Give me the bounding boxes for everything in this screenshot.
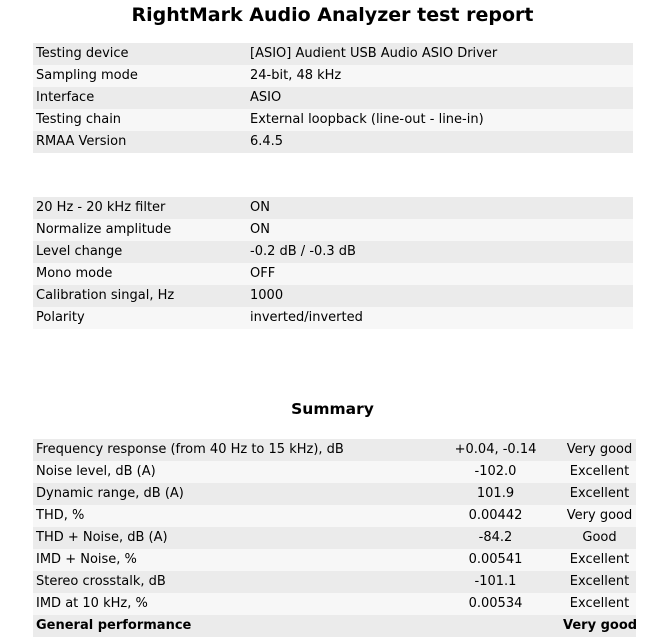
summary-label: IMD + Noise, % xyxy=(33,549,428,571)
table-row xyxy=(33,549,636,571)
row-label: Mono mode xyxy=(33,263,250,285)
row-value: inverted/inverted xyxy=(250,307,633,329)
row-value: ON xyxy=(250,219,633,241)
device-info-table xyxy=(33,43,633,153)
table-row xyxy=(33,307,633,329)
summary-label: Frequency response (from 40 Hz to 15 kHz), dB xyxy=(33,439,428,461)
row-label: RMAA Version xyxy=(33,131,250,153)
summary-rating: Excellent xyxy=(563,483,636,505)
row-value: 6.4.5 xyxy=(250,131,633,153)
row-label: Testing device xyxy=(33,43,250,65)
table-row xyxy=(33,65,633,87)
summary-value: -84.2 xyxy=(428,527,563,549)
summary-value: -102.0 xyxy=(428,461,563,483)
general-performance-row xyxy=(33,615,636,637)
summary-rating: Good xyxy=(563,527,636,549)
table-row xyxy=(33,219,633,241)
row-label: Level change xyxy=(33,241,250,263)
table-row xyxy=(33,439,636,461)
row-label: Sampling mode xyxy=(33,65,250,87)
table-row xyxy=(33,109,633,131)
table-row xyxy=(33,571,636,593)
table-row xyxy=(33,87,633,109)
general-performance-value xyxy=(428,615,563,637)
summary-value: 101.9 xyxy=(428,483,563,505)
row-label: Normalize amplitude xyxy=(33,219,250,241)
table-row xyxy=(33,505,636,527)
summary-value: -101.1 xyxy=(428,571,563,593)
summary-rating: Very good xyxy=(563,439,636,461)
table-row xyxy=(33,263,633,285)
table-row xyxy=(33,285,633,307)
row-value: ON xyxy=(250,197,633,219)
row-label: Polarity xyxy=(33,307,250,329)
row-label: 20 Hz - 20 kHz filter xyxy=(33,197,250,219)
summary-label: THD, % xyxy=(33,505,428,527)
table-row xyxy=(33,527,636,549)
row-value: External loopback (line-out - line-in) xyxy=(250,109,633,131)
summary-value: 0.00541 xyxy=(428,549,563,571)
summary-label: Stereo crosstalk, dB xyxy=(33,571,428,593)
summary-rating: Excellent xyxy=(563,571,636,593)
general-performance-label: General performance xyxy=(33,615,428,637)
summary-label: THD + Noise, dB (A) xyxy=(33,527,428,549)
summary-label: IMD at 10 kHz, % xyxy=(33,593,428,615)
row-value: ASIO xyxy=(250,87,633,109)
summary-label: Noise level, dB (A) xyxy=(33,461,428,483)
summary-label: Dynamic range, dB (A) xyxy=(33,483,428,505)
test-settings-table xyxy=(33,197,633,329)
table-row xyxy=(33,593,636,615)
table-row xyxy=(33,43,633,65)
summary-title: Summary xyxy=(291,400,374,418)
row-value: 1000 xyxy=(250,285,633,307)
table-row xyxy=(33,483,636,505)
summary-rating: Excellent xyxy=(563,549,636,571)
table-row xyxy=(33,461,636,483)
row-label: Calibration singal, Hz xyxy=(33,285,250,307)
summary-value: 0.00442 xyxy=(428,505,563,527)
row-label: Testing chain xyxy=(33,109,250,131)
row-value: 24-bit, 48 kHz xyxy=(250,65,633,87)
summary-rating: Very good xyxy=(563,505,636,527)
summary-value: 0.00534 xyxy=(428,593,563,615)
summary-rating: Excellent xyxy=(563,461,636,483)
table-row xyxy=(33,131,633,153)
row-label: Interface xyxy=(33,87,250,109)
row-value: OFF xyxy=(250,263,633,285)
summary-rating: Excellent xyxy=(563,593,636,615)
table-row xyxy=(33,241,633,263)
summary-value: +0.04, -0.14 xyxy=(428,439,563,461)
row-value: -0.2 dB / -0.3 dB xyxy=(250,241,633,263)
row-value: [ASIO] Audient USB Audio ASIO Driver xyxy=(250,43,633,65)
general-performance-rating: Very good xyxy=(563,615,636,637)
table-row xyxy=(33,197,633,219)
report-title: RightMark Audio Analyzer test report xyxy=(131,4,534,26)
summary-table xyxy=(33,439,636,637)
